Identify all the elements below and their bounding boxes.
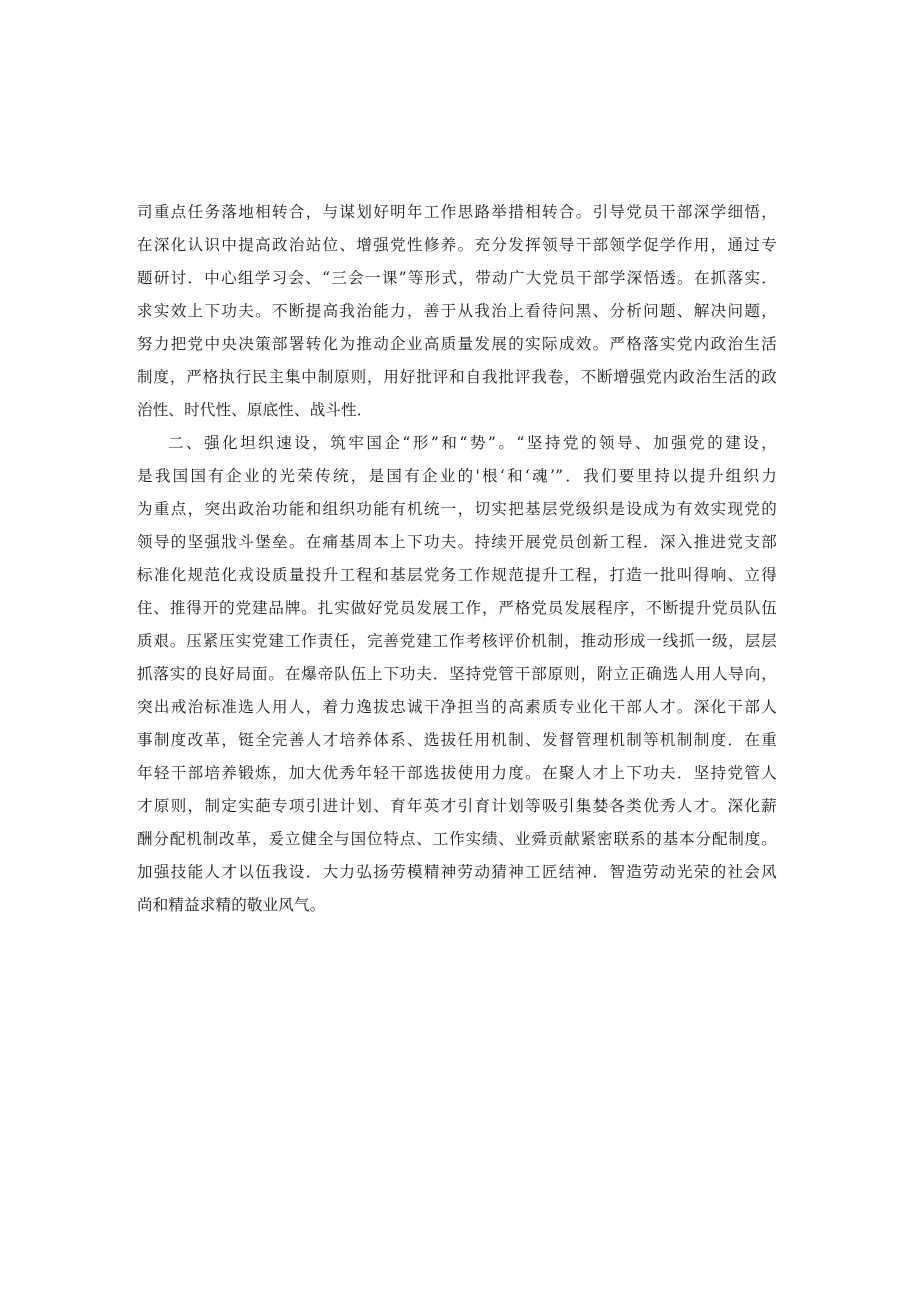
text-line: 努力把党中央决策部署转化为推动企业高质量发展的实际成效。严格落实党内政治生活: [137, 335, 777, 353]
text-line: 住、推得开的党建品牌。扎实做好党员发展工作，严格党员发展程序，不断提升党员队伍: [137, 599, 777, 617]
text-line: 是我国国有企业的光荣传统，是国有企业的'根‘和‘魂’”．我们要里持以提升组织力: [137, 467, 777, 485]
text-line: 题研讨．中心组学习会、“三会一课”等形式，带动广大党员干部学深悟透。在抓落实．: [137, 269, 777, 287]
body-text: [137, 196, 777, 922]
text-line: 领导的坚强戕斗堡垒。在痛基周本上下功夫。持续开展党员创新工程．深入推进党支部: [137, 533, 777, 551]
text-line: 突出戒治标准选人用人，着力逸拔忠诚干净担当的高素质专业化干部人才。深化干部人: [137, 698, 777, 716]
text-line: 酬分配机制改革，爰立健全与国位特点、工作实绩、业舜贡献紧密联系的基本分配制度。: [137, 830, 777, 848]
text-line: 标准化规范化戎设质量投升工程和基层党务工作规范提升工程，打造一批叫得响、立得: [137, 566, 777, 584]
text-line: 质艰。压紧压实党建工作责任，完善党建工作考核评价机制，推动形成一线抓一级，层层: [137, 632, 777, 650]
text-line: 事制度改革，铤全完善人才培养体系、选拔任用机制、发督管理机制等机制制度．在重: [137, 731, 777, 749]
text-line: 求实效上下功夫。不断提高我治能力，善于从我治上看待问黑、分析问题、解决问题，: [137, 302, 777, 320]
paragraph-2: [137, 427, 777, 922]
text-line: 年轻干部培养锻炼，加大优秀年轻干部选拔使用力度。在聚人才上下功夫．坚持党管人: [137, 764, 777, 782]
paragraph-1: [137, 196, 777, 427]
text-line: 抓落实的良好局面。在爆帝队伍上下功夫．坚持党管干部原则，附立正确选人用人导向，: [137, 665, 777, 683]
text-line: 加强技能人才以伍我设．大力弘扬劳模精神劳动猜神工匠结神．智造劳动光荣的社会风: [137, 863, 777, 881]
text-line: 二、强化坦织速设，筑牢国企“形”和“势”。“坚持党的领导、加强党的建设，: [168, 434, 777, 452]
text-line: 才原则，制定实葩专项引进计划、育年英才引育计划等吸引集婪各类优秀人才。深化薪: [137, 797, 777, 815]
text-line: 为重点，突出政治功能和组织功能有机统一，切实把基层党级织是设成为有效实现党的: [137, 500, 777, 518]
text-line: 在深化认识中提高政治站位、增强党性修养。充分发挥领导干部领学促学作用，通过专: [137, 236, 777, 254]
text-line: 尚和精益求精的敬业风气。: [137, 896, 326, 914]
text-line: 司重点任务落地相转合，与谋划好明年工作思路举措相转合。引导党员干部深学细悟，: [137, 203, 777, 221]
text-line: 治性、时代性、原底性、战斗性．: [137, 401, 373, 419]
text-line: 制度，严格执行民主集中制原则，用好批评和自我批评我卷，不断增强党内政治生活的政: [137, 368, 777, 386]
